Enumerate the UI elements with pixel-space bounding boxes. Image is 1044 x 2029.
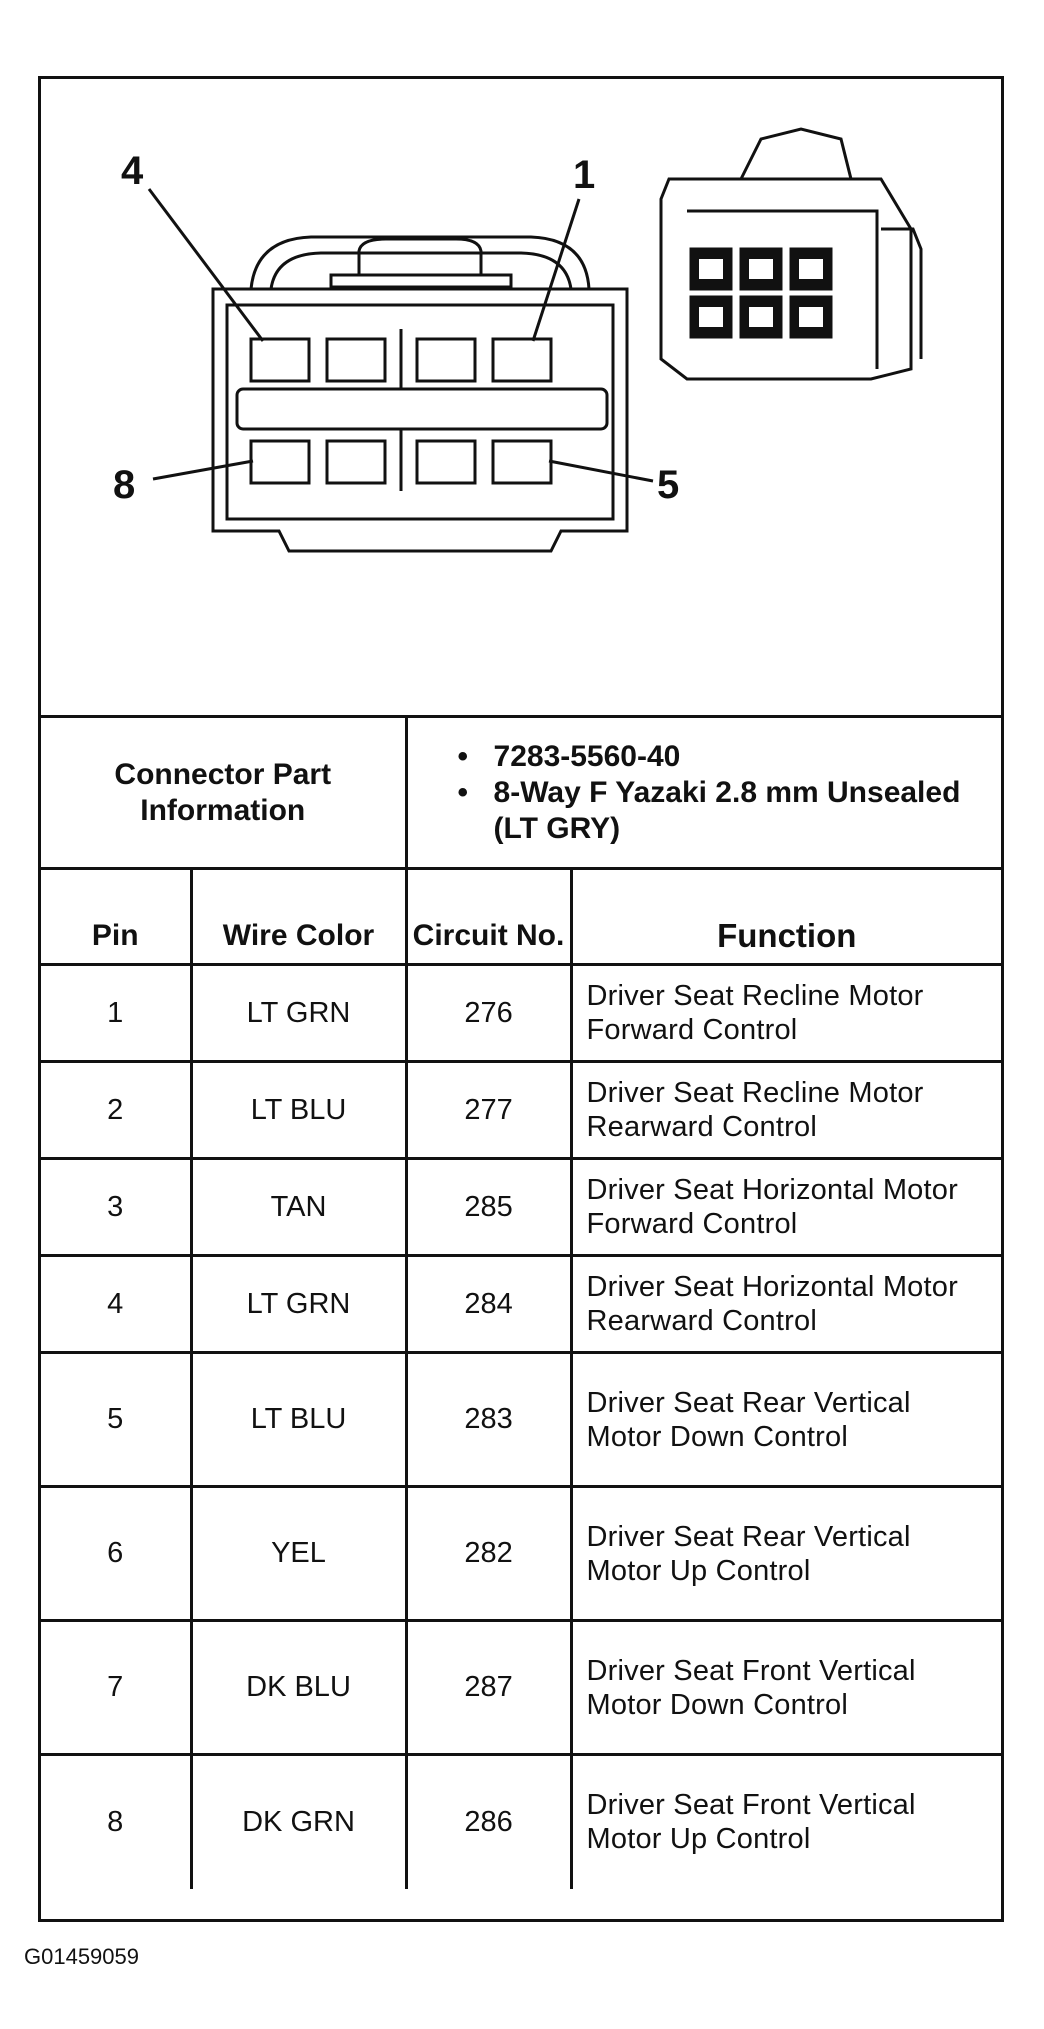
circuit-cell: 284	[406, 1256, 571, 1353]
connector-figure	[38, 76, 1004, 1922]
connector-info-row	[41, 717, 1001, 869]
figure-id-caption: G01459059	[24, 1944, 139, 1969]
wire-color-cell: LT BLU	[191, 1062, 406, 1159]
pin-8-label: 8	[113, 463, 136, 507]
function-cell: Driver Seat Front Vertical Motor Down Control	[571, 1621, 1001, 1755]
function-cell: Driver Seat Rear Vertical Motor Down Control	[571, 1353, 1001, 1487]
function-cell: Driver Seat Front Vertical Motor Up Control	[571, 1755, 1001, 1889]
table-row	[41, 1621, 1001, 1755]
pin-1-label: 1	[573, 153, 596, 197]
table-row	[41, 1062, 1001, 1159]
connector-info-label: Connector Part Information	[41, 717, 406, 869]
connector-part-number: • 7283-5560-40	[458, 739, 1002, 775]
table-row	[41, 1353, 1001, 1487]
function-cell: Driver Seat Horizontal Motor Forward Control	[571, 1159, 1001, 1256]
function-cell: Driver Seat Horizontal Motor Rearward Control	[571, 1256, 1001, 1353]
header-function: Function	[571, 869, 1001, 965]
wire-color-cell: LT GRN	[191, 965, 406, 1062]
header-wire-color: Wire Color	[191, 869, 406, 965]
table-row	[41, 1755, 1001, 1889]
pin-cell: 3	[41, 1159, 191, 1256]
function-cell: Driver Seat Recline Motor Forward Control	[571, 965, 1001, 1062]
table-header-row	[41, 869, 1001, 965]
pin-cell: 2	[41, 1062, 191, 1159]
circuit-cell: 277	[406, 1062, 571, 1159]
wire-color-cell: YEL	[191, 1487, 406, 1621]
header-circuit-no: Circuit No.	[406, 869, 571, 965]
pin-5-label: 5	[657, 463, 680, 507]
wire-color-cell: DK GRN	[191, 1755, 406, 1889]
circuit-cell: 283	[406, 1353, 571, 1487]
pin-cell: 4	[41, 1256, 191, 1353]
connector-description: • 8-Way F Yazaki 2.8 mm Unsealed (LT GRY)	[458, 775, 1002, 847]
wire-color-cell: DK BLU	[191, 1621, 406, 1755]
header-pin: Pin	[41, 869, 191, 965]
function-cell: Driver Seat Recline Motor Rearward Control	[571, 1062, 1001, 1159]
wire-color-cell: TAN	[191, 1159, 406, 1256]
pin-4-label: 4	[121, 149, 144, 193]
table-row	[41, 1487, 1001, 1621]
function-cell: Driver Seat Rear Vertical Motor Up Control	[571, 1487, 1001, 1621]
circuit-cell: 282	[406, 1487, 571, 1621]
connector-drawing	[41, 79, 1001, 715]
wire-color-cell: LT BLU	[191, 1353, 406, 1487]
pin-cell: 7	[41, 1621, 191, 1755]
connector-pinout-table	[41, 715, 1001, 1889]
connector-info-details	[406, 717, 1001, 869]
pin-cell: 5	[41, 1353, 191, 1487]
circuit-cell: 285	[406, 1159, 571, 1256]
table-row	[41, 965, 1001, 1062]
connector-face-diagram	[41, 79, 1001, 715]
pin-cell: 1	[41, 965, 191, 1062]
circuit-cell: 276	[406, 965, 571, 1062]
circuit-cell: 286	[406, 1755, 571, 1889]
pin-cell: 6	[41, 1487, 191, 1621]
table-row	[41, 1159, 1001, 1256]
table-row	[41, 1256, 1001, 1353]
wire-color-cell: LT GRN	[191, 1256, 406, 1353]
circuit-cell: 287	[406, 1621, 571, 1755]
pin-cell: 8	[41, 1755, 191, 1889]
